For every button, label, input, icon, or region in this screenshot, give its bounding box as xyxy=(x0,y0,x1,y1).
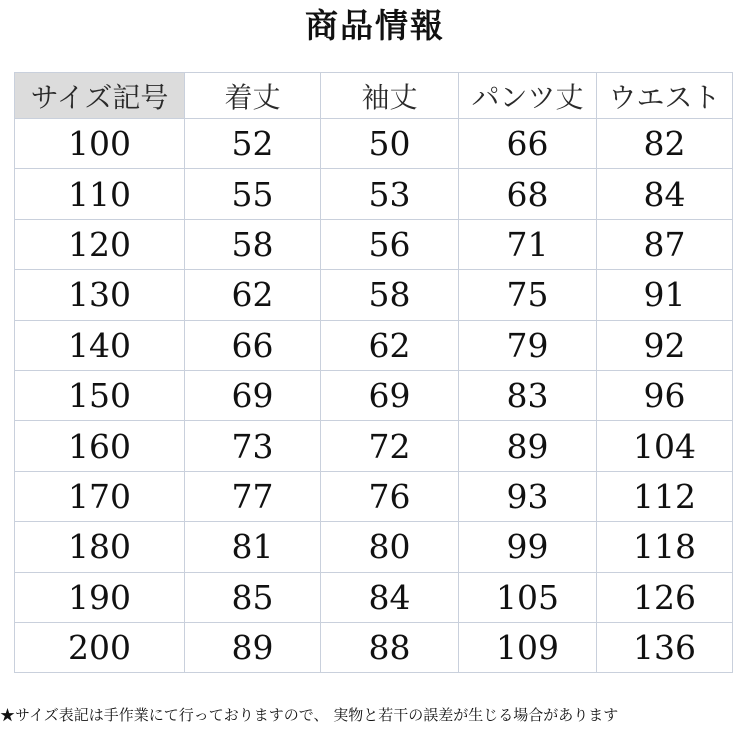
table-row xyxy=(15,169,733,219)
table-cell: 140 xyxy=(15,320,185,370)
table-cell: 85 xyxy=(185,572,321,622)
table-cell: 87 xyxy=(597,219,733,269)
table-cell: 84 xyxy=(321,572,459,622)
table-cell: 130 xyxy=(15,270,185,320)
table-cell: 69 xyxy=(321,370,459,420)
table-row xyxy=(15,471,733,521)
table-cell: 56 xyxy=(321,219,459,269)
table-cell: 53 xyxy=(321,169,459,219)
table-cell: 170 xyxy=(15,471,185,521)
table-cell: 120 xyxy=(15,219,185,269)
table-cell: 58 xyxy=(321,270,459,320)
table-row xyxy=(15,622,733,672)
table-cell: 69 xyxy=(185,370,321,420)
table-cell: 83 xyxy=(459,370,597,420)
table-cell: 52 xyxy=(185,119,321,169)
size-disclaimer-note: ★サイズ表記は手作業にて行っておりますので、 実物と若干の誤差が生じる場合があります xyxy=(0,706,619,724)
table-cell: 58 xyxy=(185,219,321,269)
table-cell: 84 xyxy=(597,169,733,219)
table-cell: 126 xyxy=(597,572,733,622)
table-cell: 110 xyxy=(15,169,185,219)
table-cell: 136 xyxy=(597,622,733,672)
header-waist: ウエスト xyxy=(597,73,733,119)
table-cell: 62 xyxy=(185,270,321,320)
table-cell: 180 xyxy=(15,522,185,572)
table-cell: 81 xyxy=(185,522,321,572)
table-cell: 73 xyxy=(185,421,321,471)
table-cell: 109 xyxy=(459,622,597,672)
table-cell: 77 xyxy=(185,471,321,521)
table-cell: 105 xyxy=(459,572,597,622)
table-cell: 79 xyxy=(459,320,597,370)
table-cell: 68 xyxy=(459,169,597,219)
table-cell: 89 xyxy=(185,622,321,672)
table-cell: 93 xyxy=(459,471,597,521)
table-cell: 55 xyxy=(185,169,321,219)
table-cell: 100 xyxy=(15,119,185,169)
header-size-code: サイズ記号 xyxy=(15,73,185,119)
table-row xyxy=(15,421,733,471)
table-row xyxy=(15,270,733,320)
table-cell: 91 xyxy=(597,270,733,320)
table-cell: 76 xyxy=(321,471,459,521)
size-table xyxy=(14,72,733,673)
table-cell: 80 xyxy=(321,522,459,572)
table-cell: 150 xyxy=(15,370,185,420)
header-pants-length: パンツ丈 xyxy=(459,73,597,119)
table-cell: 118 xyxy=(597,522,733,572)
table-cell: 190 xyxy=(15,572,185,622)
table-cell: 112 xyxy=(597,471,733,521)
table-row xyxy=(15,320,733,370)
table-cell: 88 xyxy=(321,622,459,672)
table-cell: 66 xyxy=(185,320,321,370)
table-cell: 160 xyxy=(15,421,185,471)
table-cell: 62 xyxy=(321,320,459,370)
table-cell: 50 xyxy=(321,119,459,169)
table-row xyxy=(15,119,733,169)
table-cell: 104 xyxy=(597,421,733,471)
table-cell: 71 xyxy=(459,219,597,269)
page-title: 商品情報 xyxy=(305,6,445,45)
table-row xyxy=(15,572,733,622)
table-cell: 66 xyxy=(459,119,597,169)
table-cell: 89 xyxy=(459,421,597,471)
table-row xyxy=(15,522,733,572)
table-row xyxy=(15,370,733,420)
table-cell: 200 xyxy=(15,622,185,672)
header-sleeve-length: 袖丈 xyxy=(321,73,459,119)
table-cell: 82 xyxy=(597,119,733,169)
table-cell: 99 xyxy=(459,522,597,572)
header-body-length: 着丈 xyxy=(185,73,321,119)
table-cell: 75 xyxy=(459,270,597,320)
table-row xyxy=(15,219,733,269)
table-cell: 92 xyxy=(597,320,733,370)
table-cell: 72 xyxy=(321,421,459,471)
table-cell: 96 xyxy=(597,370,733,420)
table-header-row xyxy=(15,73,733,119)
